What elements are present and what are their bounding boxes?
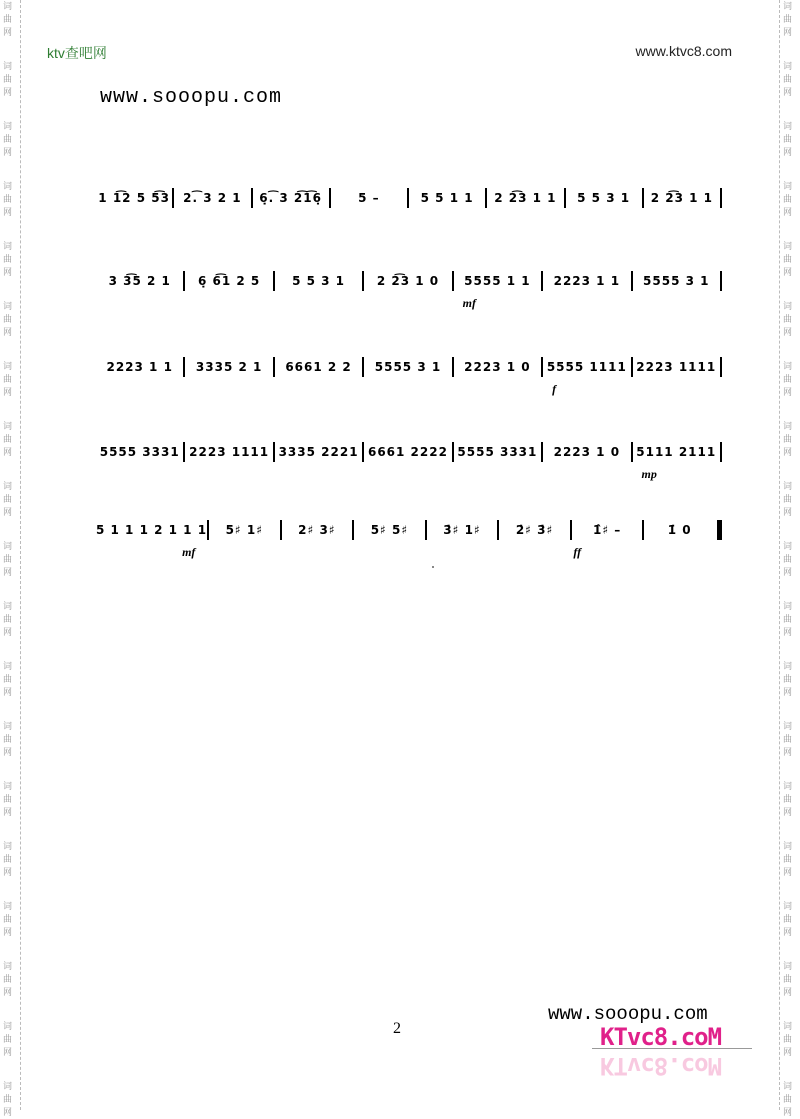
margin-watermark-glyph: 词 [3, 1022, 13, 1032]
margin-watermark-glyph: 网 [3, 868, 13, 878]
final-barline [717, 520, 722, 540]
margin-watermark-glyph: 网 [783, 388, 793, 398]
margin-watermark-glyph: 词 [783, 722, 793, 732]
watermark-bottom: www.sooopu.com [548, 1003, 708, 1025]
margin-watermark-glyph: 曲 [783, 15, 793, 25]
margin-watermark-glyph: 词 [783, 242, 793, 252]
measure: 2̇♯ 3̇♯ [515, 523, 554, 537]
margin-watermark-glyph: 词 [3, 62, 13, 72]
measure: 6661 2222 [367, 445, 448, 459]
measure: 2.͡ 3 2 1 [183, 191, 242, 205]
margin-watermark-glyph: 曲 [3, 1095, 13, 1105]
margin-watermark-glyph: 曲 [3, 315, 13, 325]
margin-watermark-glyph: 网 [3, 1108, 13, 1118]
margin-watermark-glyph: 曲 [3, 675, 13, 685]
margin-watermark-glyph: 曲 [783, 555, 793, 565]
measure: 5 5 1 1 [420, 191, 474, 205]
margin-watermark-glyph: 网 [3, 928, 13, 938]
ktvc8-logo-reflection: KTvc8.coM [600, 1052, 722, 1080]
margin-watermark-glyph: 词 [3, 422, 13, 432]
measure: 3335 2221 [278, 445, 359, 459]
margin-watermark-glyph: 曲 [783, 615, 793, 625]
margin-watermark-glyph: 网 [783, 328, 793, 338]
margin-watermark-glyph: 网 [783, 268, 793, 278]
barline [720, 188, 722, 208]
watermark-top: www.sooopu.com [100, 86, 283, 109]
stray-dot [432, 566, 434, 568]
margin-watermark-glyph: 网 [3, 688, 13, 698]
staff-line [96, 269, 722, 310]
margin-watermark-glyph: 网 [3, 28, 13, 38]
margin-watermark-glyph: 曲 [783, 795, 793, 805]
margin-watermark-glyph: 词 [3, 902, 13, 912]
margin-watermark-glyph: 曲 [783, 975, 793, 985]
measure: 3̇♯ 1♯ [443, 523, 481, 537]
measure: 5 – [358, 191, 380, 205]
margin-watermark-glyph: 网 [783, 28, 793, 38]
margin-watermark-glyph: 曲 [3, 375, 13, 385]
margin-watermark-glyph: 词 [783, 482, 793, 492]
margin-watermark-glyph: 曲 [3, 795, 13, 805]
staff-line [96, 518, 722, 559]
margin-watermark-glyph: 曲 [783, 1095, 793, 1105]
margin-watermark-glyph: 曲 [3, 15, 13, 25]
margin-watermark-glyph: 曲 [3, 615, 13, 625]
margin-watermark-glyph: 网 [3, 808, 13, 818]
right-margin-strip [779, 0, 800, 1118]
margin-watermark-glyph: 词 [3, 542, 13, 552]
measure: 2223 1111 [636, 360, 717, 374]
margin-watermark-glyph: 曲 [783, 675, 793, 685]
site-name-header[interactable]: ktv查吧网 [47, 45, 107, 61]
margin-watermark-glyph: 词 [783, 842, 793, 852]
measure: 6661 2 2 [285, 360, 352, 374]
margin-watermark-glyph: 网 [783, 988, 793, 998]
margin-watermark-glyph: 网 [3, 88, 13, 98]
measure: 1 1͡2 5 5͡3 [98, 191, 170, 205]
margin-watermark-glyph: 词 [783, 782, 793, 792]
margin-watermark-glyph: 词 [783, 122, 793, 132]
barline [720, 442, 722, 462]
measure: 5555 3331 [99, 445, 180, 459]
margin-watermark-glyph: 词 [783, 182, 793, 192]
margin-watermark-glyph: 词 [783, 662, 793, 672]
margin-watermark-glyph: 曲 [3, 915, 13, 925]
margin-watermark-glyph: 网 [3, 388, 13, 398]
margin-watermark-glyph: 曲 [3, 1035, 13, 1045]
measure: 2 2͡3 1 1 [650, 191, 714, 205]
dynamic-marking: ff [573, 545, 582, 559]
measure: 5♯ 5♯ [370, 523, 409, 537]
margin-watermark-glyph: 曲 [3, 75, 13, 85]
margin-watermark-glyph: 曲 [783, 735, 793, 745]
margin-watermark-glyph: 曲 [3, 975, 13, 985]
margin-watermark-glyph: 曲 [3, 495, 13, 505]
margin-watermark-glyph: 词 [3, 842, 13, 852]
margin-watermark-glyph: 网 [783, 148, 793, 158]
page-number: 2 [393, 1020, 401, 1037]
margin-watermark-glyph: 词 [783, 1022, 793, 1032]
margin-watermark-glyph: 网 [783, 208, 793, 218]
measure: 5555 3 1 [374, 360, 442, 374]
measure: 2 2͡3 1 0 [376, 274, 440, 288]
margin-watermark-glyph: 曲 [783, 1035, 793, 1045]
margin-watermark-glyph: 网 [3, 448, 13, 458]
margin-watermark-glyph: 曲 [3, 855, 13, 865]
ktvc8-logo: KTvc8.coM [600, 1023, 722, 1051]
measure: 2223 1 1 [106, 360, 173, 374]
margin-watermark-glyph: 曲 [783, 375, 793, 385]
dynamic-marking: mf [182, 545, 196, 559]
measure: 5555 3331 [457, 445, 538, 459]
barline [720, 357, 722, 377]
margin-watermark-glyph: 词 [783, 602, 793, 612]
margin-watermark-glyph: 曲 [783, 255, 793, 265]
measure: 2♯ 3♯ [298, 523, 336, 537]
measure: 5 1 1 1 2 1 1 1 [96, 523, 208, 537]
margin-watermark-glyph: 词 [783, 362, 793, 372]
margin-watermark-glyph: 网 [783, 928, 793, 938]
margin-watermark-glyph: 网 [783, 88, 793, 98]
margin-watermark-glyph: 词 [783, 542, 793, 552]
measure: 2223 1 0 [464, 360, 531, 374]
margin-watermark-glyph: 词 [783, 62, 793, 72]
margin-watermark-glyph: 曲 [783, 915, 793, 925]
margin-watermark-glyph: 曲 [3, 435, 13, 445]
measure: 5555 1 1 [464, 274, 531, 288]
margin-watermark-glyph: 网 [3, 328, 13, 338]
margin-watermark-glyph: 词 [783, 1082, 793, 1092]
dynamic-marking: mp [641, 467, 657, 481]
measure: 2 2͡3 1 1 [494, 191, 557, 205]
margin-watermark-glyph: 词 [3, 962, 13, 972]
measure: 1̇ 0 [667, 523, 692, 537]
measure: 5 5 3 1 [292, 274, 346, 288]
margin-watermark-glyph: 曲 [3, 135, 13, 145]
margin-watermark-glyph: 曲 [783, 855, 793, 865]
margin-watermark-glyph: 词 [3, 662, 13, 672]
margin-watermark-glyph: 词 [3, 602, 13, 612]
margin-watermark-glyph: 网 [783, 748, 793, 758]
measure: 1̂♯ – [592, 523, 622, 537]
margin-watermark-glyph: 网 [3, 988, 13, 998]
measure: 3 3͡5 2 1 [108, 274, 171, 288]
staff-line [96, 440, 722, 481]
measure: 2223 1111 [189, 445, 270, 459]
dynamic-marking: f [552, 382, 557, 396]
margin-watermark-glyph: 曲 [3, 255, 13, 265]
staff-line [96, 186, 722, 222]
measure: 6̣.͡ 3 2͡1͡6̣ [259, 191, 322, 205]
measure: 6̣ 6͡1 2 5 [197, 274, 261, 288]
margin-watermark-glyph: 网 [3, 568, 13, 578]
measure: 3335 2 1 [195, 360, 263, 374]
margin-watermark-glyph: 词 [783, 422, 793, 432]
margin-watermark-glyph: 网 [3, 208, 13, 218]
margin-watermark-glyph: 网 [783, 568, 793, 578]
margin-watermark-glyph: 曲 [783, 195, 793, 205]
margin-watermark-glyph: 网 [3, 628, 13, 638]
margin-watermark-glyph: 网 [783, 688, 793, 698]
margin-watermark-glyph: 词 [783, 302, 793, 312]
margin-watermark-glyph: 网 [783, 448, 793, 458]
margin-watermark-glyph: 词 [3, 482, 13, 492]
margin-watermark-glyph: 词 [3, 2, 13, 12]
site-url-header[interactable]: www.ktvc8.com [635, 43, 732, 59]
margin-watermark-glyph: 词 [3, 1082, 13, 1092]
margin-watermark-glyph: 词 [3, 302, 13, 312]
margin-watermark-glyph: 词 [3, 722, 13, 732]
margin-watermark-glyph: 网 [783, 808, 793, 818]
margin-watermark-glyph: 网 [783, 628, 793, 638]
margin-watermark-glyph: 词 [783, 962, 793, 972]
margin-watermark-glyph: 网 [3, 508, 13, 518]
margin-watermark-glyph: 网 [3, 1048, 13, 1058]
measure: 5 5 3 1 [577, 191, 631, 205]
margin-watermark-glyph: 曲 [783, 315, 793, 325]
margin-watermark-glyph: 曲 [783, 495, 793, 505]
measure: 2223 1 1 [553, 274, 621, 288]
margin-watermark-glyph: 词 [3, 782, 13, 792]
margin-watermark-glyph: 网 [783, 1048, 793, 1058]
measure: 5111 2111 [636, 445, 717, 459]
dynamic-marking: mf [462, 296, 476, 310]
margin-watermark-glyph: 网 [783, 868, 793, 878]
margin-watermark-glyph: 词 [3, 182, 13, 192]
margin-watermark-glyph: 曲 [783, 435, 793, 445]
margin-watermark-glyph: 词 [783, 2, 793, 12]
margin-watermark-glyph: 词 [3, 122, 13, 132]
left-margin-strip [0, 0, 21, 1118]
margin-watermark-glyph: 曲 [3, 555, 13, 565]
margin-watermark-glyph: 网 [3, 748, 13, 758]
margin-watermark-glyph: 词 [783, 902, 793, 912]
measure: 5555 1111 [546, 360, 627, 374]
margin-watermark-glyph: 曲 [783, 75, 793, 85]
measure: 5♯ 1♯ [225, 523, 264, 537]
margin-watermark-glyph: 网 [3, 268, 13, 278]
staff-line [96, 355, 722, 396]
margin-watermark-glyph: 网 [783, 1108, 793, 1118]
margin-watermark-glyph: 网 [783, 508, 793, 518]
margin-watermark-glyph: 曲 [783, 135, 793, 145]
margin-watermark-glyph: 词 [3, 362, 13, 372]
barline [720, 271, 722, 291]
margin-watermark-glyph: 词 [3, 242, 13, 252]
measure: 2223 1 0 [553, 445, 621, 459]
margin-watermark-glyph: 曲 [3, 735, 13, 745]
margin-watermark-glyph: 网 [3, 148, 13, 158]
measure: 5555 3 1 [643, 274, 710, 288]
margin-watermark-glyph: 曲 [3, 195, 13, 205]
